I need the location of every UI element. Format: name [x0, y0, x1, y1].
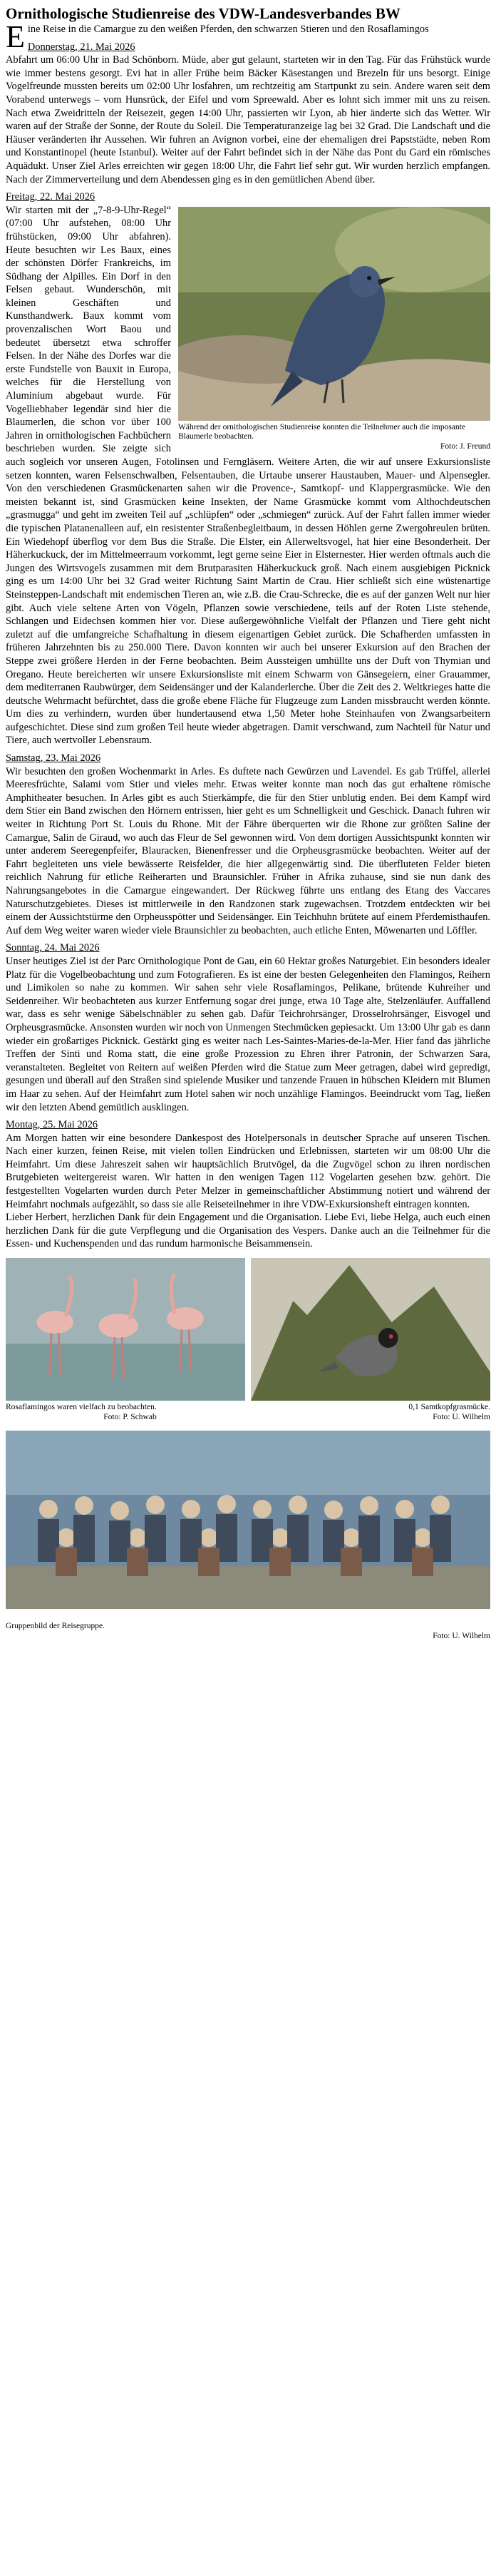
group-caption: Gruppenbild der Reisegruppe. [6, 1622, 105, 1631]
photo-row-captions [6, 1403, 490, 1422]
section-date-saturday: Samstag, 23. Mai 2026 [6, 752, 101, 765]
flamingo-photo [6, 1258, 245, 1401]
warbler-caption: 0,1 Samtkopfgrasmücke. [408, 1403, 490, 1412]
section-text-sunday: Unser heutiges Ziel ist der Parc Ornithologique Pont de Gau, ein 60 Hektar großes Naturgebiet. Ein besonders idealer Platz für die Vogelbeobachtung und zum Fotografieren. Es ist eine der besten Gelegenheiten den Flamingos, Reihern und Limikolen so nahe zu kommen. Wir sahen sehr viele Rosaflamingos, Pelikane, brütende Kuhreiher und Seidenreiher. Wir beobachteten aus kurzer Entfernung sogar drei junge, etwa 10 Tage alte, Stelzenläufer. Auffallend war, dass es sehr wenige Säbelschnäbler zu sehen gab. Dafür Teichrohrsänger, Drosselrohrsänger, Eisvogel und Orpheusgrasmücke. Ansonsten wurden wir noch von Unmengen Stechmücken gepiesackt. Um 13:00 Uhr gab es dann wieder ein großartiges Picknick. Gestärkt ging es weiter nach Les-Saintes-Maries-de-la-Mer. Hier fand das jährliche Treffen der Sinti und Roma statt, die eine große Prozession zu Ehren ihrer Patronin, der Schwarzen Sara, veranstalteten. Begleitet von Reitern auf weißen Pferden wird die Statue zum Meer getragen, dabei wird gepredigt, gesungen und überall auf den Straßen sind spielende Musiker und tanzende Frauen in hübschen Kleidern mit Blumen im Haar zu sehen. Auf der Heimfahrt zum Hotel sahen wir noch unzählige Flamingos. Beeindruckt vom Tag, ließen wir den letzten Abend gemütlich ausklingen. [6, 955, 490, 1113]
warbler-credit: Foto: U. Wilhelm [433, 1412, 490, 1421]
warbler-figure [251, 1258, 490, 1401]
blue-rock-thrush-figure [178, 207, 490, 452]
section-date-thursday: Donnerstag, 21. Mai 2026 [27, 41, 135, 53]
flamingo-caption: Rosaflamingos waren vielfach zu beobachten. [6, 1403, 157, 1412]
blue-rock-thrush-photo [178, 207, 490, 421]
article-title: Ornithologische Studienreise des VDW-Landesverbandes BW [6, 5, 401, 22]
lead-text: ine Reise in die Camargue zu den weißen Pferden, den schwarzen Stieren und den Rosaflamingos [27, 24, 429, 35]
section-date-monday: Montag, 25. Mai 2026 [6, 1119, 98, 1131]
drop-cap: E [6, 19, 25, 54]
group-credit: Foto: U. Wilhelm [433, 1631, 490, 1640]
section-text-monday: Am Morgen hatten wir eine besondere Dankespost des Hotelpersonals in deutscher Sprache auf unseren Tischen. Nach einer kurzen, feinen Reise, mit vielen tollen Eindrücken und Erlebnissen, starteten wir um 08:00 Uhr die Heimfahrt. Um diese Jahreszeit sahen wir hauptsächlich Brutvögel, da die Zugvögel schon zu ihren nordischen Brutgebieten weitergereist waren. Wir hatten in den wenigen Tagen 112 Vogelarten gesehen bzw. gehört. Die festgestellten Vogelarten wurden durch Peter Melzer in gemeinschaftlicher Abstimmung notiert und während der Heimfahrt nochmals aufgezählt, so dass sie alle Reiseteilnehmer in ihre VDW-Exkursionsheft eintragen konnten. [6, 1132, 490, 1210]
figure-credit: Foto: J. Freund [440, 441, 490, 451]
section-text-friday: Wir starten mit der „7-8-9-Uhr-Regel“ (07:00 Uhr aufstehen, 08:00 Uhr frühstücken, 09:00 Uhr abfahren). Heute besuchten wir Les Baux, eines der schönsten Dörfer Frankreichs, im Südhang der Alpilles. Ein Dorf in den Felsen gebaut. Wunderschön, mit kleinen Geschäften und Kunsthandwerk. Baux kommt vom provenzalischen Wort Baou und bedeutet übersetzt etwa schroffer Felsen. In der Nähe des Dorfes war die erste Fundstelle von Bauxit in Europa, welches für die Herstellung von Aluminium abgebaut wurde. Für Vogelliebhaber legendär sind hier die Blaumerlen, die schon vor über 100 Jahren in ornithologischen Fachbüchern beschrieben wurden. Sie zeigte sich auch sogleich vor unseren Augen, Fotolinsen und Ferngläsern. Weitere Arten, die wir auf unsere Exkursionsliste setzen konnten, waren Felsenschwalben, Felsentauben, die Urtaube unserer Haustauben, Mauer- und Alpensegler. Von den verschiedenen Grasmückenarten sahen wir die Provence-, Samtkopf- und Klappergrasmücke. Wie den meisten bekannt ist, sind Grasmücken keine Insekten, der Name Grasmücke kommt vom Althochdeutschen „grasmugga“ und geht im zweiten Teil auf „schlüpfen“ oder „schmiegen“ zurück. Auf der Fahrt fallen immer wieder die typischen Platanenalleen auf, ein resistenter Straßenbegleitbaum, in dessen Höhlen gerne Zwergohreulen brüten. Ein Wiedehopf überflog vor dem Bus die Straße. Die Elster, ein Allerweltsvogel, hat hier eine Besonderheit. Der Häherkuckuck, der im Mittelmeerraum vorkommt, legt gerne seine Eier in Elsternester. Hier werden oftmals auch die Jungen des Wirtsvogels zusammen mit dem Brutparasiten Häherkuckuck groß. Nach einem ausgiebigen Picknick ging es um 14:00 Uhr bei 32 Grad weiter Richtung Saint Martin de Crau. Hier schließt sich eine wüstenartige Steinsteppen-Landschaft mit endemischen Tieren an, wie z.B. die Crau-Schrecke, die es auf der ganzen Welt nur hier gibt. Auch viele seltene Arten von Vögeln, Pflanzen sowie verschiedene, teils auf der Roten Liste stehende, Schlangen und Eidechsen kommen hier vor. Diese außergewöhnliche Vielfalt der Pflanzen und Tiere geht nicht zuletzt auf die umfangreiche Schafhaltung in diesem eigenartigen Gebiet zurück. Die Schafherden umfassten in früheren Jahrzehnten bis zu 250.000 Tiere. Davon konnten wir auch bei unserer Exkursion auf den Brachen der Steppe zwei größere Herden in der Ferne beobachten. Beim Aussteigen umhüllte uns der Duft von Thymian und Oregano. Heute bereicherten wir unsere Exkursionsliste mit einem Schwarm von Gänsegeiern, einer Grauammer, dem mediterranen Raubwürger, dem Seidensänger und der Kalanderlerche. Über die Zeit des 2. Weltkrieges hatte die deutsche Wehrmacht befürchtet, dass die große ebene Fläche für Flugzeuge zum Landen missbraucht werden könnte. Um dies zu verhindern, wurden über hundertausend etwa 1,50 Meter hohe Steinhaufen von Zwangsarbeitern aufgeschichtet. Diese sind zum großen Teil heute wieder abgetragen. Damit verschwand, zum Nachteil für Natur und Tiere, auch wertvoller Lebensraum. [6, 204, 490, 747]
warbler-photo [251, 1258, 490, 1401]
section-date-friday: Freitag, 22. Mai 2026 [6, 191, 95, 203]
section-text-thursday: Abfahrt um 06:00 Uhr in Bad Schönborn. Müde, aber gut gelaunt, starteten wir in den Tag. Für das Frühstück wurde wie immer bestens gesorgt. Evi hat in aller Frühe beim Bäcker Käsestangen und Brezeln für uns besorgt. Einige Vogelfreunde mussten bereits um 02:00 Uhr losfahren, um rechtzeitig am Startpunkt zu sein. Andere waren seit dem Vorabend unterwegs – vom Hunsrück, der Eifel und vom Spreewald. Aber es lohnt sich immer mit uns zu reisen. Nach etwa Zweidritteln der Reisezeit, gegen 14:00 Uhr, passierten wir Lyon, ab hier änderte sich das Wetter. Wir waren auf der Straße der Sonne, der Route du Soleil. Die Temperaturanzeige lag bei 32 Grad. Die Landschaft und die Häuser veränderten ihr Aussehen. Wir fuhren an Avignon vorbei, eine der ehemaligen drei Papststädte, neben Rom und Konstantinopel (heute Istanbul). Weiter auf der Fahrt befindet sich in der Nähe das Pont du Gard ein römisches Aquädukt. Unser Ziel Arles erreichten wir gegen 18:00 Uhr, die Fahrt lief sehr gut. Wir wurden herzlich empfangen. Nach der Zimmerverteilung und dem Abendessen ging es in den gemütlichen Abend über. [6, 54, 490, 185]
flamingo-figure [6, 1258, 245, 1401]
section-date-sunday: Sonntag, 24. Mai 2026 [6, 942, 100, 954]
section-text-thanks: Lieber Herbert, herzlichen Dank für dein Engagement und die Organisation. Liebe Evi, liebe Helga, auch euch einen herzlichen Dank für die gute Verpflegung und die Organisation des Vespers. Danke auch an die Teilnehmer für die Essen- und Kuchenspenden und das rundum harmonische Beisammensein. [6, 1212, 490, 1250]
section-text-saturday: Wir besuchten den großen Wochenmarkt in Arles. Es duftete nach Gewürzen und Lavendel. Es gab Trüffel, allerlei Meeresfrüchte, Salami vom Stier und vieles mehr. Etwas weiter konnte man noch das gut erhaltene römische Amphitheater besuchen. In Arles gibt es auch Stierkämpfe, die für den Stier unblutig enden. Bei dem Kampf wird dem Stier ein Band zwischen den Hörnern entrissen, hier geht es um Schnelligkeit und Geschick. Danach fuhren wir weiter in Richtung Port St. Louis du Rhone. Mit der Fähre überquerten wir die Rhone zur größten Saline der Camargue, Salin de Giraud, wo auch das Fleur de Sel gewonnen wird. Von dem dortigen Aussichtspunkt konnten wir unter anderem Seeregenpfeifer, Blauracken, Bienenfresser und die Orpheusgrasmücke beobachten. Weiter auf der Fahrt begleiteten uns viele bewässerte Reisfelder, die hier allgegenwärtig sind. Die überfluteten Felder bieten reichlich Nahrung für etliche Reiherarten und Braunsichler. Früher in Afrika zuhause, sind sie nun dank des Nahrungsangebotes in die Camargue eingewandert. Der Rückweg führte uns entlang des Etang des Vaccares Naturschutzgebietes. Dieses ist mittlerweile in den Randzonen stark zugewachsen. Trotzdem entdeckten wir bei einem der Aussichtstürme den Orpheusspötter und Seidensänger. Ein Teichhuhn brütete auf einem Pferdemisthaufen. Auf dem Weg weiter waren wieder viele Braunsichler zu beobachten, auch etliche Enten, Möwenarten und Löffler. [6, 765, 490, 936]
flamingo-credit: Foto: P. Schwab [103, 1412, 157, 1421]
group-photo [6, 1431, 490, 1609]
figure-caption: Während der ornithologischen Studienreise konnten die Teilnehmer auch die imposante Blaumerle beobachten. [178, 422, 465, 441]
photo-row [6, 1258, 490, 1401]
